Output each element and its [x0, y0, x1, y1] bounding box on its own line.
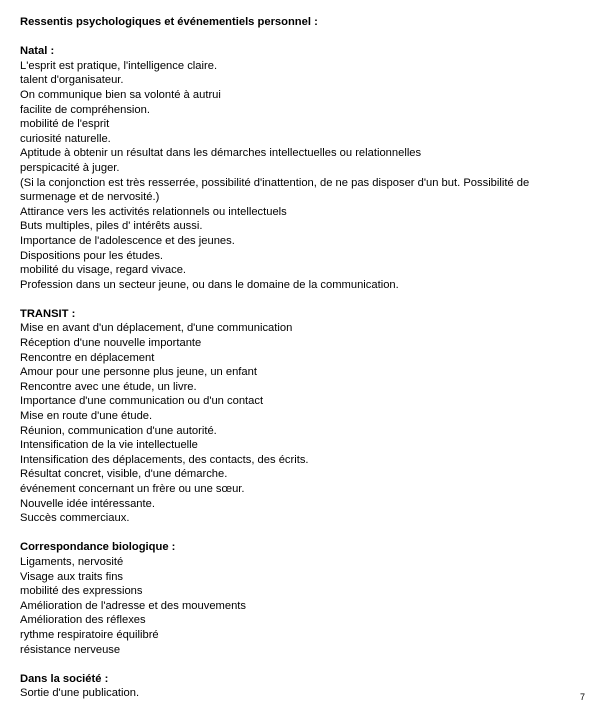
list-item: Profession dans un secteur jeune, ou dans le domaine de la communication.	[20, 278, 399, 291]
list-item: Attirance vers les activités relationnels ou intellectuels	[20, 205, 287, 218]
section-list-societe	[20, 686, 585, 701]
list-item: mobilité de l'esprit	[20, 118, 110, 131]
list-item: Résultat concret, visible, d'une démarche.	[20, 468, 228, 481]
section-heading-transit: TRANSIT :	[20, 307, 76, 320]
section-natal	[20, 44, 585, 292]
list-item: événement concernant un frère ou une sœur.	[20, 483, 245, 495]
list-item: Dispositions pour les études.	[20, 249, 164, 262]
list-item: Intensification de la vie intellectuelle	[20, 439, 198, 452]
list-item: Importance de l'adolescence et des jeunes.	[20, 234, 235, 247]
list-item: résistance nerveuse	[20, 643, 121, 656]
list-item: perspicacité à juger.	[20, 161, 120, 174]
list-item: L'esprit est pratique, l'intelligence claire.	[20, 59, 218, 72]
section-heading-correspondance: Correspondance biologique :	[20, 541, 176, 554]
list-item: Amélioration des réflexes	[20, 614, 146, 627]
list-item: mobilité des expressions	[20, 585, 143, 598]
section-dans-la-societe	[20, 672, 585, 701]
list-item: facilite de compréhension.	[20, 103, 150, 116]
list-item: Aptitude à obtenir un résultat dans les démarches intellectuelles ou relationnelles	[20, 147, 422, 160]
list-item: Ligaments, nervosité	[20, 555, 124, 568]
list-item: rythme respiratoire équilibré	[20, 628, 159, 641]
list-item: Rencontre avec une étude, un livre.	[20, 380, 197, 393]
list-item: Buts multiples, piles d' intérêts aussi.	[20, 220, 203, 233]
list-item: Réunion, communication d'une autorité.	[20, 424, 217, 437]
list-item: Réception d'une nouvelle importante	[20, 337, 202, 350]
section-heading-societe: Dans la société :	[20, 672, 109, 685]
list-item: Mise en route d'une étude.	[20, 410, 153, 423]
list-item: On communique bien sa volonté à autrui	[20, 88, 221, 101]
list-item: Sortie d'une publication.	[20, 687, 140, 700]
list-item: Amour pour une personne plus jeune, un enfant	[20, 366, 257, 379]
section-list-natal	[20, 59, 585, 293]
list-item: Succès commerciaux.	[20, 512, 130, 525]
section-list-transit	[20, 321, 585, 525]
page-number: 7	[579, 692, 585, 702]
list-item: Importance d'une communication ou d'un contact	[20, 395, 264, 408]
list-item: Intensification des déplacements, des contacts, des écrits.	[20, 453, 309, 466]
list-item: talent d'organisateur.	[20, 74, 124, 87]
section-transit	[20, 307, 585, 526]
list-item: (Si la conjonction est très resserrée, possibilité d'inattention, de ne pas disposer d'un but. Possibilité de surmenage et de nervosité.)	[20, 176, 530, 204]
list-item: Rencontre en déplacement	[20, 351, 155, 364]
section-heading-natal: Natal :	[20, 45, 55, 58]
list-item: curiosité naturelle.	[20, 132, 111, 145]
list-item: Mise en avant d'un déplacement, d'une communication	[20, 322, 293, 335]
list-item: mobilité du visage, regard vivace.	[20, 264, 187, 277]
section-list-correspondance	[20, 555, 585, 657]
list-item: Nouvelle idée intéressante.	[20, 497, 155, 510]
document-title: Ressentis psychologiques et événementiels personnel :	[20, 16, 318, 28]
list-item: Amélioration de l'adresse et des mouvements	[20, 599, 247, 612]
list-item: Visage aux traits fins	[20, 570, 124, 583]
document-page	[20, 15, 585, 716]
section-correspondance-biologique	[20, 540, 585, 657]
